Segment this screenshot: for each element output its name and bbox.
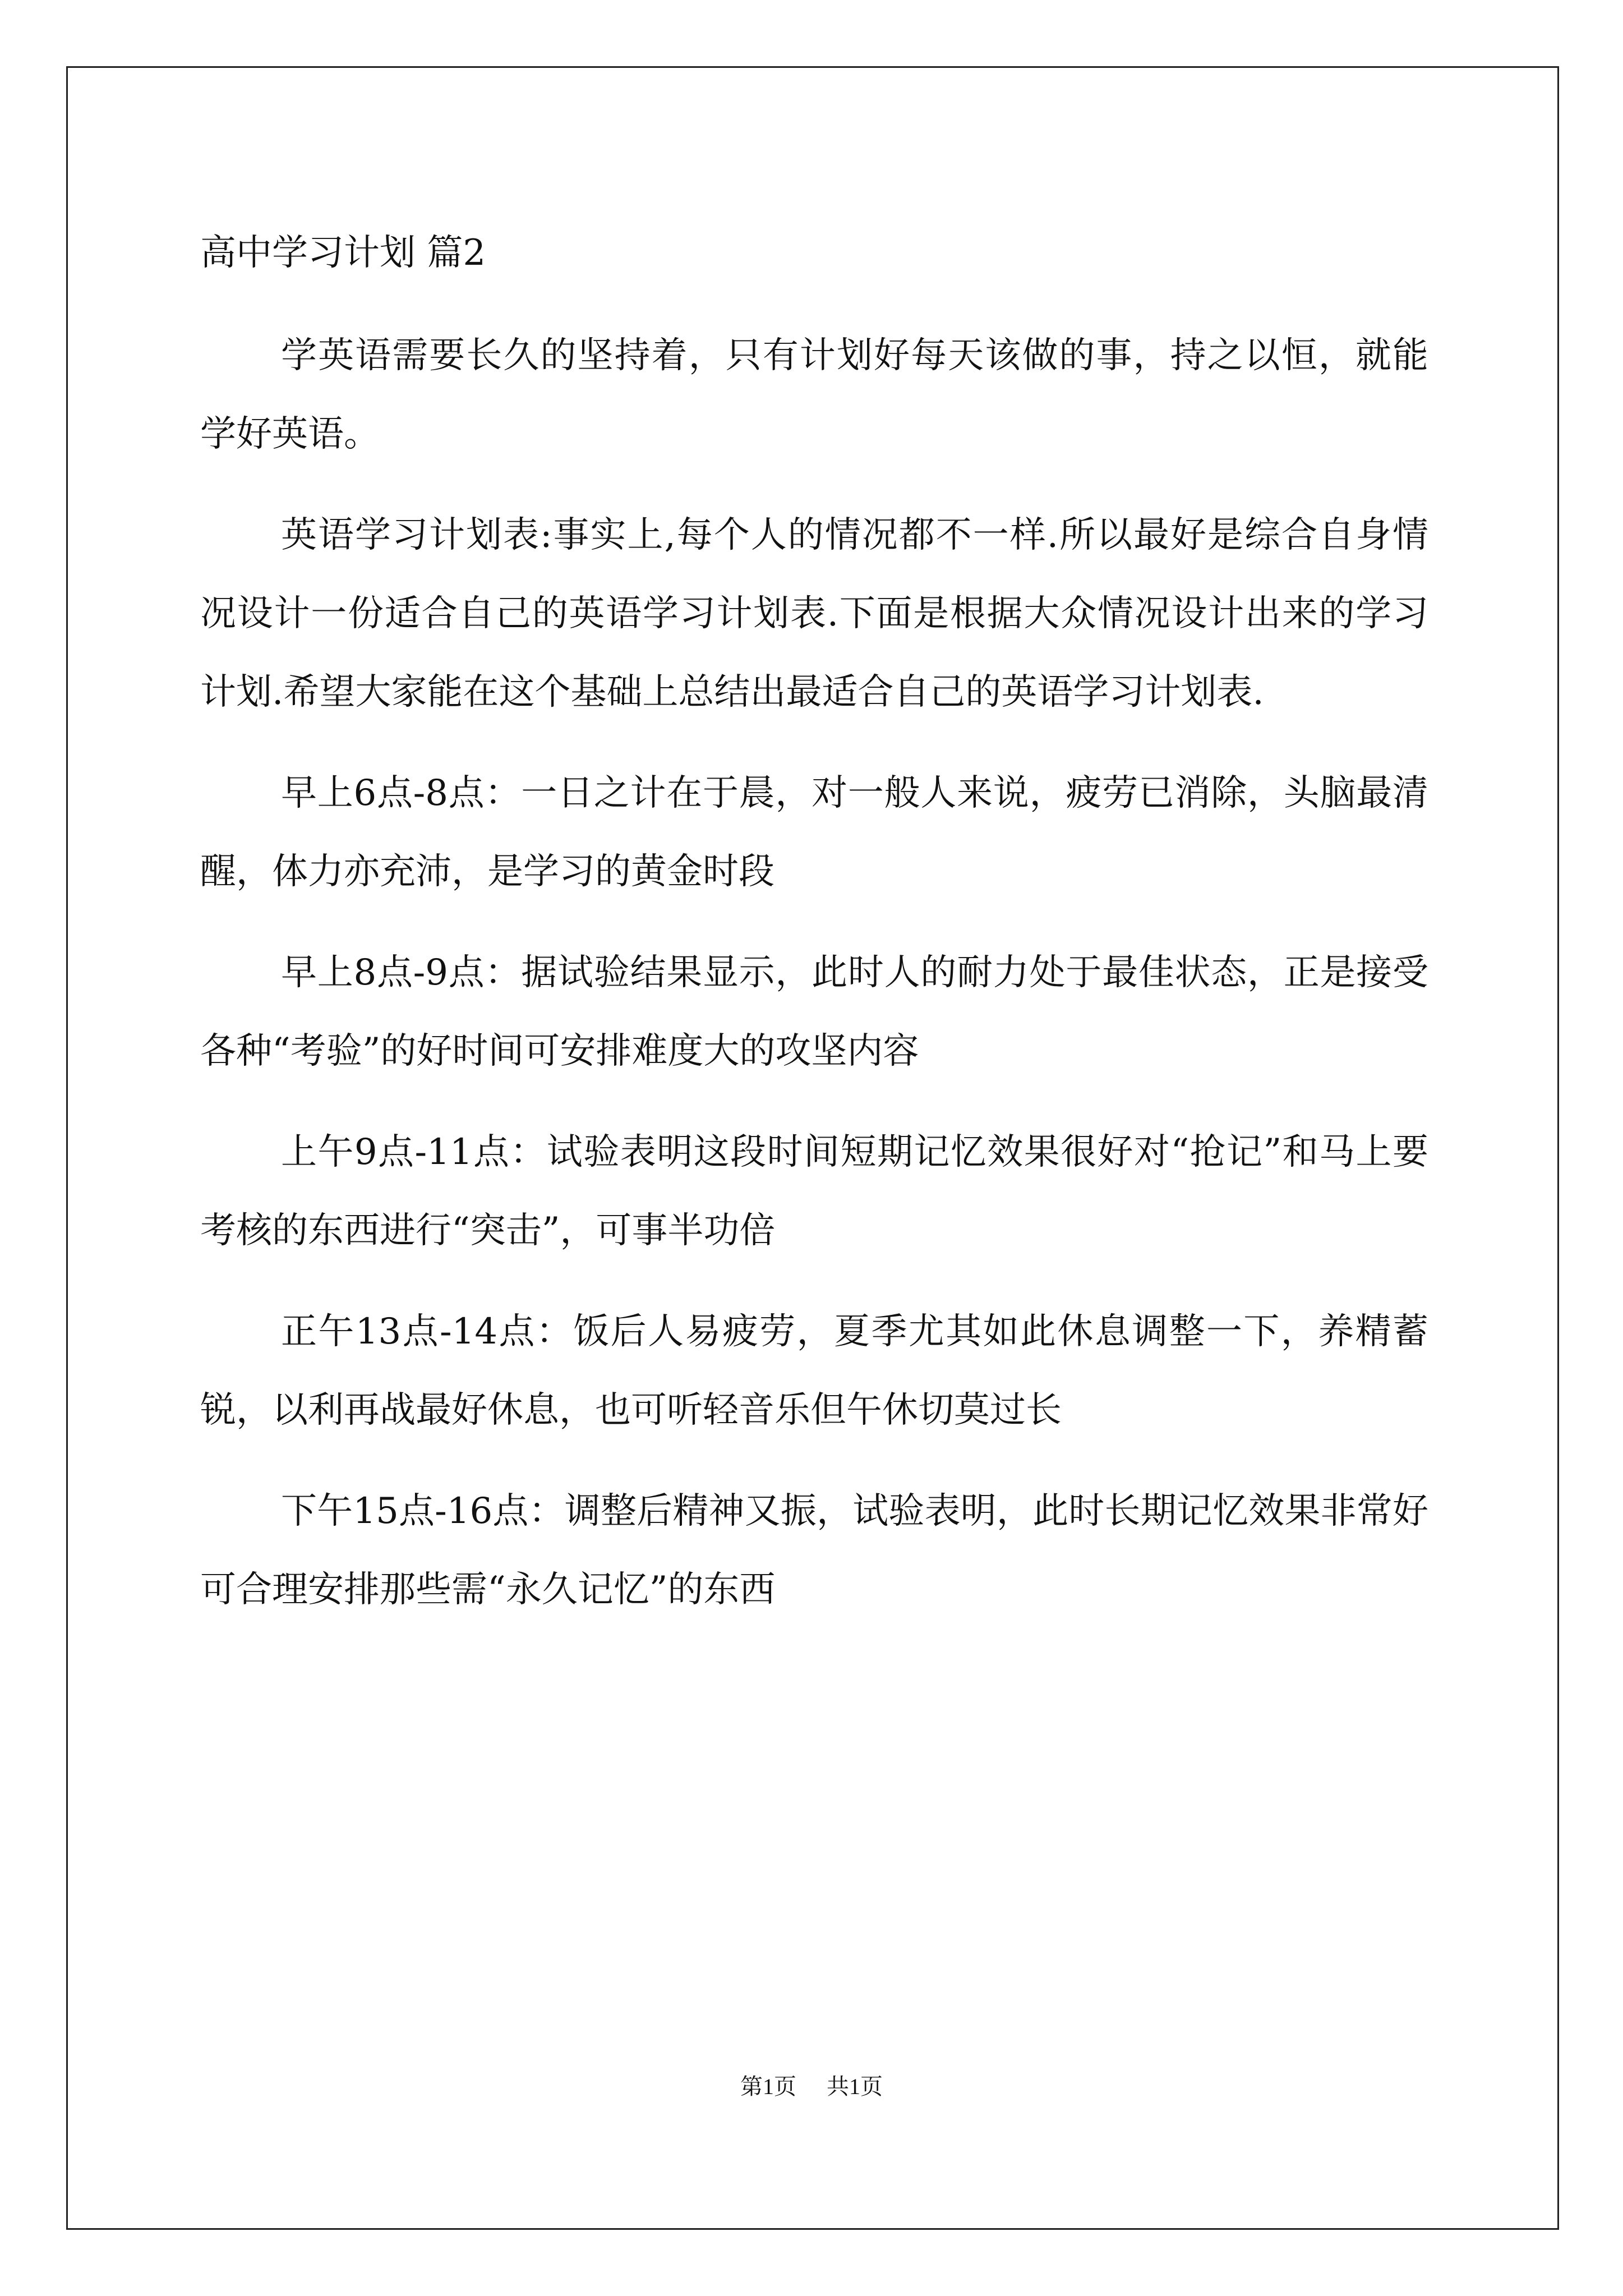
paragraph-plan-table: 英语学习计划表:事实上,每个人的情况都不一样.所以最好是综合自身情况设计一份适合自己的英语学习计划表.下面是根据大众情况设计出来的学习计划.希望大家能在这个基础上总结出最适合自己的英语学习计划表. [200,514,1428,713]
document-title: 高中学习计划 篇2 [200,232,486,274]
page-number-current: 第1页 [740,2074,796,2099]
document-body [200,216,1428,1651]
paragraph-13-14pm: 正午13点-14点：饭后人易疲劳，夏季尤其如此休息调整一下，养精蓄锐，以利再战最好休息，也可听轻音乐但午休切莫过长 [200,1311,1428,1431]
paragraph-intro: 学英语需要长久的坚持着，只有计划好每天该做的事，持之以恒，就能学好英语。 [200,335,1428,455]
paragraph-9-11am: 上午9点-11点：试验表明这段时间短期记忆效果很好对“抢记”和马上要考核的东西进行“突击”，可事半功倍 [200,1131,1428,1251]
page-footer [0,2070,1623,2104]
page-number-total: 共1页 [827,2074,883,2099]
paragraph-8-9am: 早上8点-9点：据试验结果显示，此时人的耐力处于最佳状态，正是接受各种“考验”的好时间可安排难度大的攻坚内容 [200,952,1428,1072]
paragraph-6-8am: 早上6点-8点：一日之计在于晨，对一般人来说，疲劳已消除，头脑最清醒，体力亦充沛，是学习的黄金时段 [200,772,1428,892]
paragraph-15-16pm: 下午15点-16点：调整后精神又振，试验表明，此时长期记忆效果非常好可合理安排那些需“永久记忆”的东西 [200,1490,1428,1611]
